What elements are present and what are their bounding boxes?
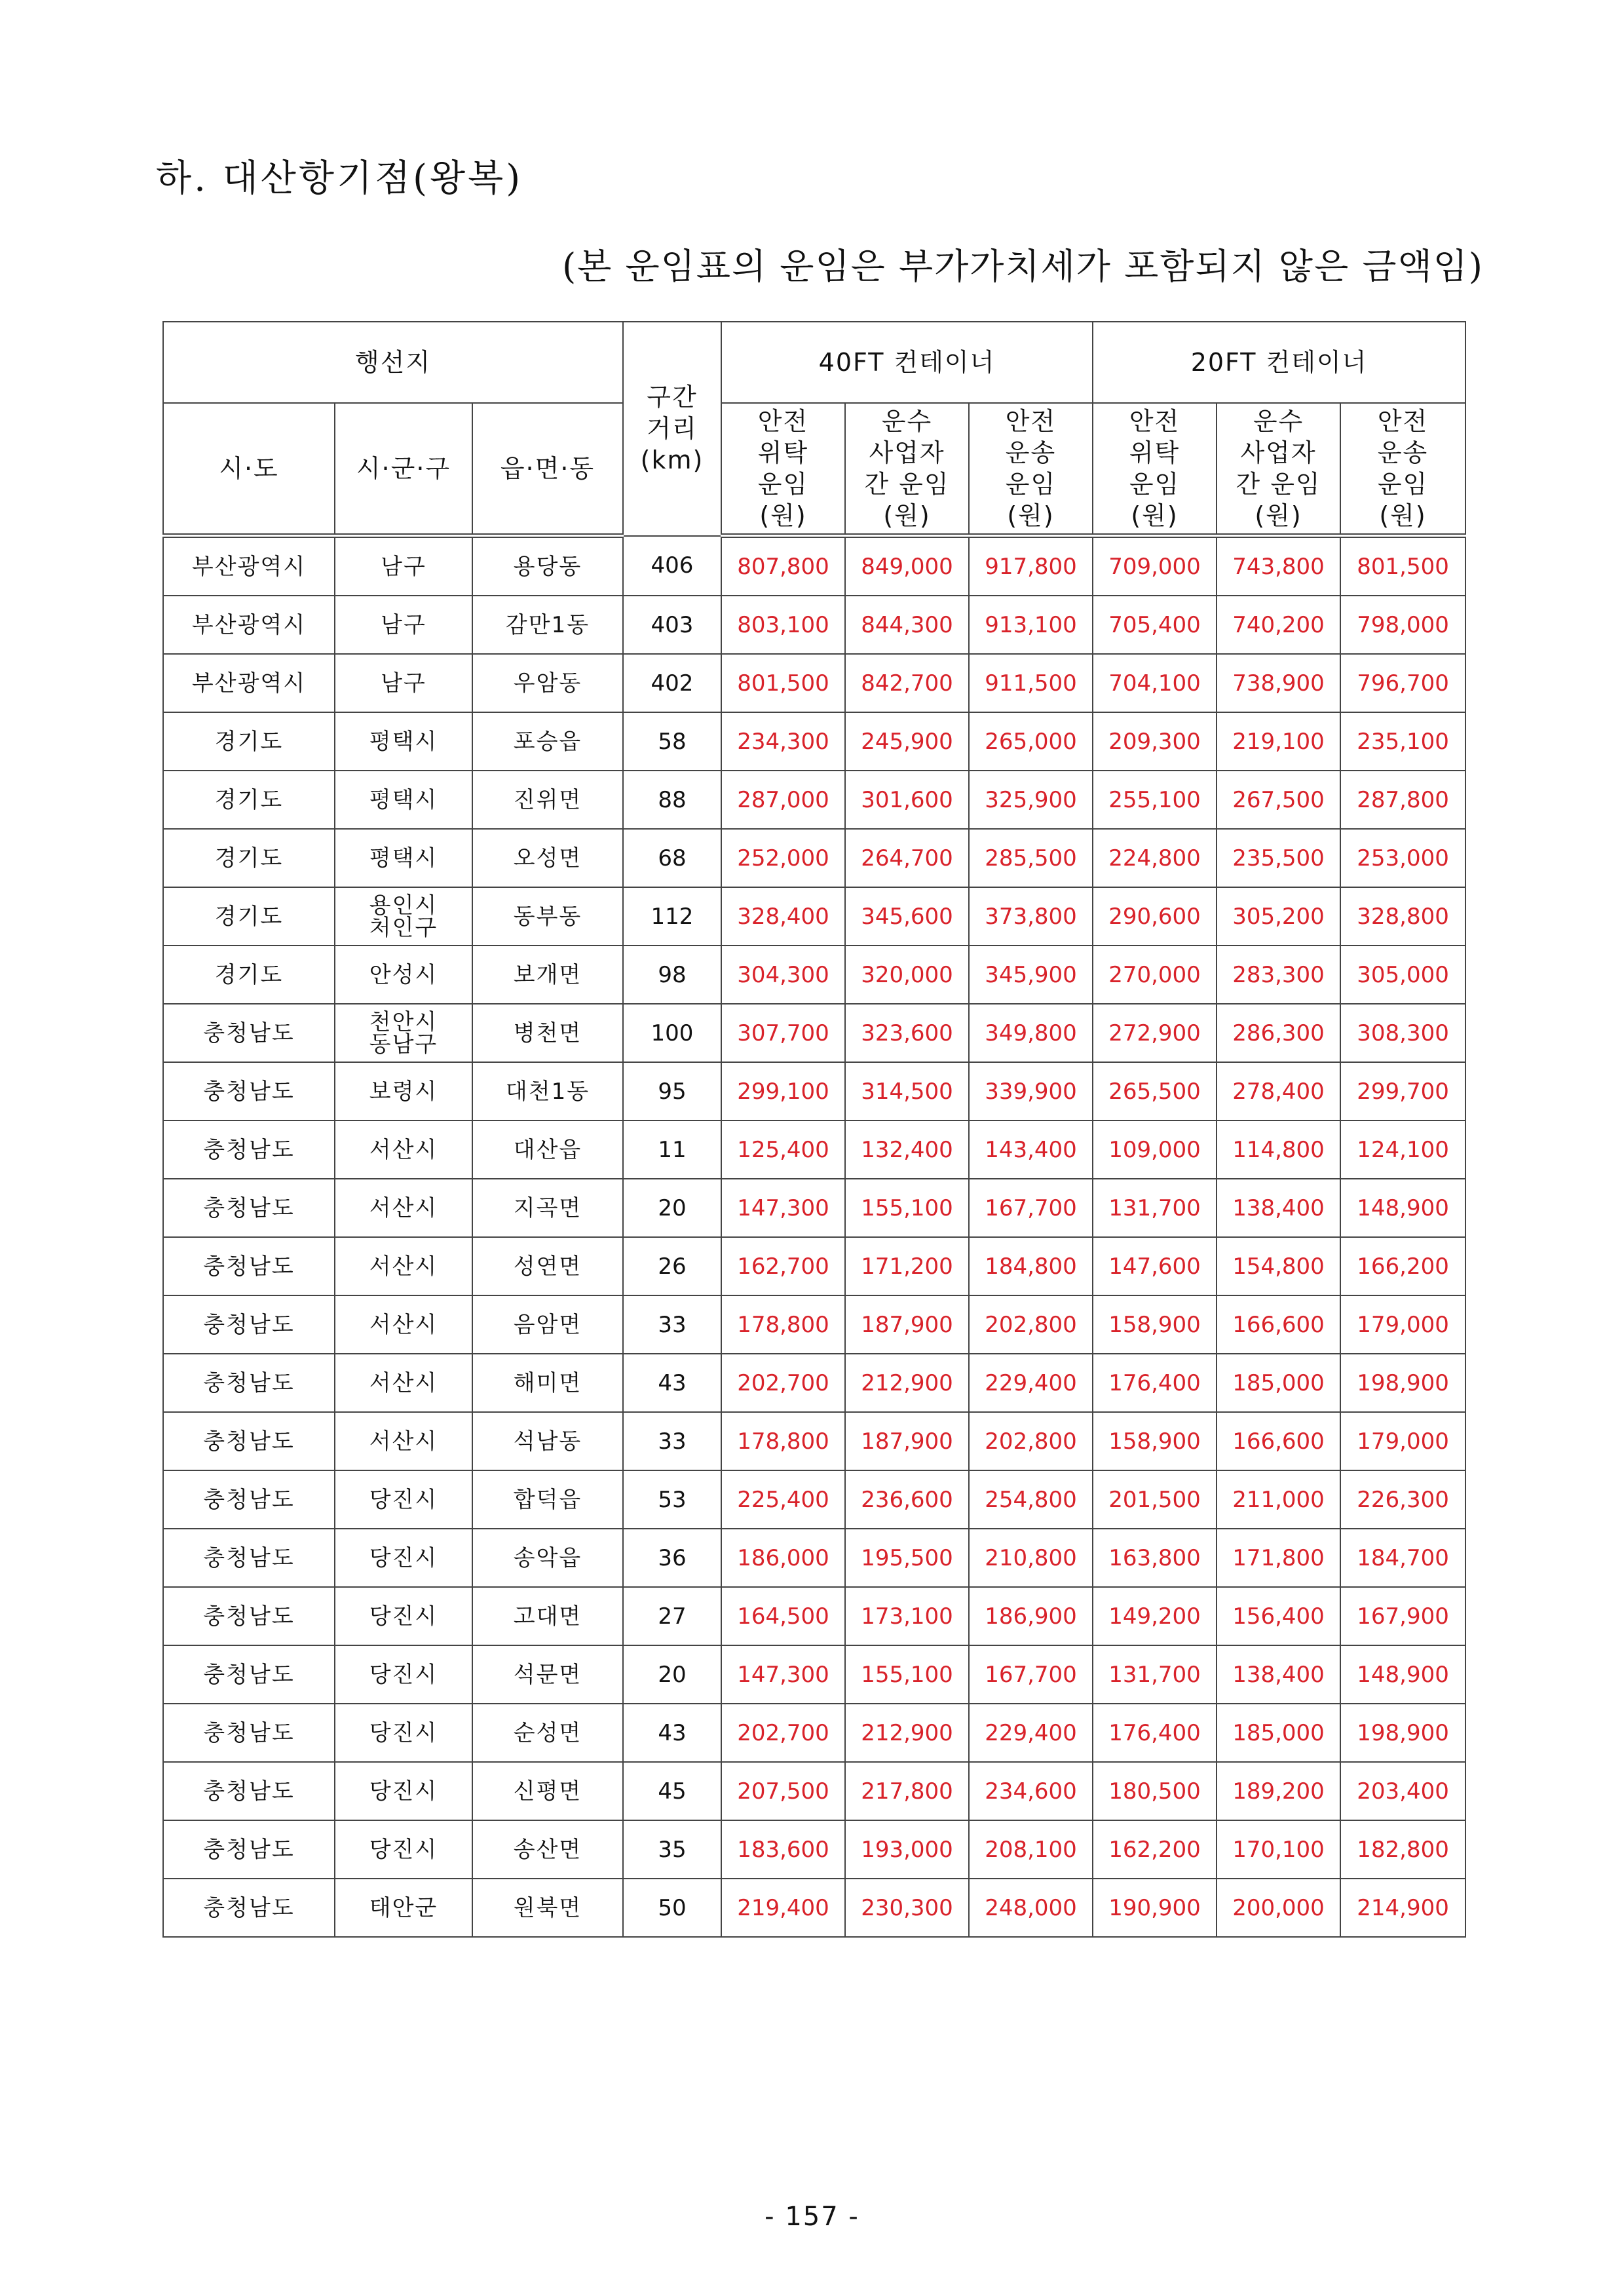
cell-sido: 충청남도: [163, 1412, 335, 1470]
cell-distance: 50: [623, 1879, 721, 1937]
cell-sigungu: 남구: [335, 596, 472, 654]
cell-20ft-carrier: 185,000: [1217, 1354, 1340, 1412]
cell-distance: 43: [623, 1354, 721, 1412]
table-row: [163, 1762, 1465, 1820]
cell-20ft-carrier: 185,000: [1217, 1704, 1340, 1762]
cell-sido: 충청남도: [163, 1587, 335, 1645]
cell-eupmyeondong: 원북면: [472, 1879, 623, 1937]
cell-distance: 98: [623, 946, 721, 1004]
cell-distance: 33: [623, 1412, 721, 1470]
cell-20ft-safe-transport: 287,800: [1340, 771, 1465, 829]
cell-20ft-carrier: 219,100: [1217, 712, 1340, 771]
cell-sido: 경기도: [163, 829, 335, 887]
cell-40ft-safe-consign: 803,100: [721, 596, 845, 654]
cell-distance: 33: [623, 1295, 721, 1354]
cell-20ft-carrier: 138,400: [1217, 1179, 1340, 1237]
cell-distance: 45: [623, 1762, 721, 1820]
cell-40ft-safe-transport: 373,800: [969, 887, 1093, 946]
cell-40ft-safe-consign: 287,000: [721, 771, 845, 829]
page-number: - 157 -: [765, 2202, 859, 2232]
table-row: [163, 1820, 1465, 1879]
cell-distance: 68: [623, 829, 721, 887]
cell-20ft-safe-consign: 255,100: [1093, 771, 1217, 829]
cell-20ft-safe-transport: 182,800: [1340, 1820, 1465, 1879]
cell-40ft-carrier: 320,000: [845, 946, 969, 1004]
cell-40ft-safe-consign: 147,300: [721, 1179, 845, 1237]
cell-40ft-safe-transport: 325,900: [969, 771, 1093, 829]
cell-sido: 경기도: [163, 771, 335, 829]
cell-40ft-safe-consign: 328,400: [721, 887, 845, 946]
cell-40ft-carrier: 236,600: [845, 1470, 969, 1529]
cell-40ft-safe-transport: 248,000: [969, 1879, 1093, 1937]
cell-20ft-safe-consign: 149,200: [1093, 1587, 1217, 1645]
cell-distance: 58: [623, 712, 721, 771]
cell-40ft-carrier: 323,600: [845, 1004, 969, 1062]
cell-40ft-carrier: 212,900: [845, 1704, 969, 1762]
table-row: [163, 536, 1465, 596]
cell-20ft-safe-transport: 801,500: [1340, 536, 1465, 596]
cell-40ft-safe-transport: 208,100: [969, 1820, 1093, 1879]
header-sido: 시·도: [163, 403, 335, 536]
cell-20ft-safe-transport: 167,900: [1340, 1587, 1465, 1645]
cell-eupmyeondong: 진위면: [472, 771, 623, 829]
cell-sigungu: 당진시: [335, 1470, 472, 1529]
cell-sido: 충청남도: [163, 1179, 335, 1237]
cell-distance: 402: [623, 654, 721, 712]
cell-20ft-safe-transport: 124,100: [1340, 1120, 1465, 1179]
cell-sigungu: 태안군: [335, 1879, 472, 1937]
cell-sido: 경기도: [163, 712, 335, 771]
table-row: [163, 946, 1465, 1004]
cell-eupmyeondong: 보개면: [472, 946, 623, 1004]
cell-sigungu: 서산시: [335, 1237, 472, 1295]
cell-sigungu: 당진시: [335, 1762, 472, 1820]
cell-20ft-carrier: 738,900: [1217, 654, 1340, 712]
cell-20ft-safe-consign: 176,400: [1093, 1704, 1217, 1762]
cell-20ft-safe-transport: 179,000: [1340, 1295, 1465, 1354]
cell-sido: 충청남도: [163, 1820, 335, 1879]
cell-40ft-safe-transport: 345,900: [969, 946, 1093, 1004]
section-heading: 하. 대산항기점(왕복): [156, 157, 523, 200]
cell-eupmyeondong: 성연면: [472, 1237, 623, 1295]
cell-sigungu: 서산시: [335, 1354, 472, 1412]
cell-20ft-safe-consign: 190,900: [1093, 1879, 1217, 1937]
cell-20ft-carrier: 114,800: [1217, 1120, 1340, 1179]
cell-sido: 충청남도: [163, 1704, 335, 1762]
cell-distance: 20: [623, 1645, 721, 1704]
cell-distance: 20: [623, 1179, 721, 1237]
cell-eupmyeondong: 감만1동: [472, 596, 623, 654]
cell-20ft-safe-consign: 176,400: [1093, 1354, 1217, 1412]
cell-20ft-safe-consign: 131,700: [1093, 1179, 1217, 1237]
cell-40ft-safe-consign: 234,300: [721, 712, 845, 771]
cell-20ft-carrier: 305,200: [1217, 887, 1340, 946]
cell-20ft-safe-transport: 166,200: [1340, 1237, 1465, 1295]
cell-distance: 53: [623, 1470, 721, 1529]
cell-20ft-safe-transport: 148,900: [1340, 1179, 1465, 1237]
cell-40ft-safe-consign: 178,800: [721, 1295, 845, 1354]
header-20ft-safe-consign: 안전 위탁 운임 (원): [1093, 403, 1217, 536]
table-row: [163, 1354, 1465, 1412]
cell-20ft-carrier: 267,500: [1217, 771, 1340, 829]
cell-20ft-safe-transport: 235,100: [1340, 712, 1465, 771]
cell-eupmyeondong: 해미면: [472, 1354, 623, 1412]
header-40ft-safe-transport: 안전 운송 운임 (원): [969, 403, 1093, 536]
cell-40ft-safe-transport: 285,500: [969, 829, 1093, 887]
cell-eupmyeondong: 합덕읍: [472, 1470, 623, 1529]
table-row: [163, 1879, 1465, 1937]
cell-40ft-safe-consign: 186,000: [721, 1529, 845, 1587]
cell-40ft-safe-consign: 164,500: [721, 1587, 845, 1645]
cell-40ft-safe-consign: 304,300: [721, 946, 845, 1004]
cell-40ft-safe-consign: 225,400: [721, 1470, 845, 1529]
cell-40ft-safe-consign: 207,500: [721, 1762, 845, 1820]
cell-20ft-safe-consign: 209,300: [1093, 712, 1217, 771]
cell-eupmyeondong: 포승읍: [472, 712, 623, 771]
cell-sigungu: 당진시: [335, 1820, 472, 1879]
cell-eupmyeondong: 동부동: [472, 887, 623, 946]
cell-40ft-safe-transport: 234,600: [969, 1762, 1093, 1820]
cell-40ft-safe-transport: 265,000: [969, 712, 1093, 771]
table-row: [163, 887, 1465, 946]
cell-sigungu: 당진시: [335, 1587, 472, 1645]
cell-20ft-carrier: 166,600: [1217, 1412, 1340, 1470]
cell-sigungu: 당진시: [335, 1645, 472, 1704]
cell-40ft-carrier: 842,700: [845, 654, 969, 712]
cell-40ft-safe-transport: 229,400: [969, 1354, 1093, 1412]
cell-40ft-carrier: 264,700: [845, 829, 969, 887]
table-row: [163, 829, 1465, 887]
cell-20ft-carrier: 166,600: [1217, 1295, 1340, 1354]
cell-40ft-safe-consign: 252,000: [721, 829, 845, 887]
table-row: [163, 1179, 1465, 1237]
cell-eupmyeondong: 오성면: [472, 829, 623, 887]
cell-eupmyeondong: 석남동: [472, 1412, 623, 1470]
cell-40ft-safe-consign: 183,600: [721, 1820, 845, 1879]
cell-40ft-safe-consign: 147,300: [721, 1645, 845, 1704]
cell-20ft-carrier: 138,400: [1217, 1645, 1340, 1704]
cell-sigungu: 서산시: [335, 1412, 472, 1470]
cell-40ft-safe-consign: 299,100: [721, 1062, 845, 1120]
cell-eupmyeondong: 순성면: [472, 1704, 623, 1762]
cell-eupmyeondong: 지곡면: [472, 1179, 623, 1237]
cell-20ft-carrier: 156,400: [1217, 1587, 1340, 1645]
cell-sido: 충청남도: [163, 1529, 335, 1587]
cell-sigungu: 평택시: [335, 771, 472, 829]
cell-20ft-safe-transport: 328,800: [1340, 887, 1465, 946]
cell-20ft-safe-consign: 147,600: [1093, 1237, 1217, 1295]
cell-distance: 26: [623, 1237, 721, 1295]
cell-20ft-carrier: 189,200: [1217, 1762, 1340, 1820]
cell-sido: 부산광역시: [163, 536, 335, 596]
cell-20ft-safe-transport: 203,400: [1340, 1762, 1465, 1820]
header-40ft-carrier: 운수 사업자 간 운임 (원): [845, 403, 969, 536]
table-row: [163, 1470, 1465, 1529]
cell-sido: 부산광역시: [163, 654, 335, 712]
cell-20ft-safe-consign: 201,500: [1093, 1470, 1217, 1529]
cell-20ft-carrier: 743,800: [1217, 536, 1340, 596]
cell-40ft-carrier: 195,500: [845, 1529, 969, 1587]
cell-distance: 100: [623, 1004, 721, 1062]
cell-40ft-carrier: 849,000: [845, 536, 969, 596]
cell-sigungu: 평택시: [335, 712, 472, 771]
header-20ft-carrier: 운수 사업자 간 운임 (원): [1217, 403, 1340, 536]
cell-40ft-safe-transport: 184,800: [969, 1237, 1093, 1295]
cell-20ft-carrier: 170,100: [1217, 1820, 1340, 1879]
rate-table-body: [163, 536, 1465, 1938]
cell-40ft-safe-consign: 162,700: [721, 1237, 845, 1295]
table-row: [163, 654, 1465, 712]
cell-20ft-safe-consign: 290,600: [1093, 887, 1217, 946]
cell-sigungu: 남구: [335, 536, 472, 596]
cell-sigungu: 서산시: [335, 1295, 472, 1354]
cell-40ft-safe-transport: 202,800: [969, 1295, 1093, 1354]
cell-20ft-safe-transport: 148,900: [1340, 1645, 1465, 1704]
cell-40ft-safe-consign: 202,700: [721, 1354, 845, 1412]
cell-sigungu: 서산시: [335, 1179, 472, 1237]
cell-40ft-safe-transport: 913,100: [969, 596, 1093, 654]
cell-20ft-safe-transport: 226,300: [1340, 1470, 1465, 1529]
cell-20ft-safe-consign: 163,800: [1093, 1529, 1217, 1587]
cell-sido: 충청남도: [163, 1295, 335, 1354]
cell-sido: 충청남도: [163, 1062, 335, 1120]
cell-20ft-safe-consign: 705,400: [1093, 596, 1217, 654]
cell-20ft-carrier: 740,200: [1217, 596, 1340, 654]
cell-40ft-safe-transport: 167,700: [969, 1645, 1093, 1704]
cell-40ft-carrier: 314,500: [845, 1062, 969, 1120]
cell-40ft-safe-transport: 202,800: [969, 1412, 1093, 1470]
cell-distance: 112: [623, 887, 721, 946]
cell-distance: 27: [623, 1587, 721, 1645]
cell-40ft-safe-transport: 254,800: [969, 1470, 1093, 1529]
cell-40ft-safe-transport: 349,800: [969, 1004, 1093, 1062]
cell-40ft-safe-transport: 917,800: [969, 536, 1093, 596]
cell-sigungu: 보령시: [335, 1062, 472, 1120]
cell-distance: 406: [623, 536, 721, 596]
cell-40ft-carrier: 245,900: [845, 712, 969, 771]
cell-20ft-safe-transport: 299,700: [1340, 1062, 1465, 1120]
cell-40ft-safe-consign: 125,400: [721, 1120, 845, 1179]
cell-40ft-carrier: 212,900: [845, 1354, 969, 1412]
cell-40ft-safe-transport: 911,500: [969, 654, 1093, 712]
cell-40ft-carrier: 193,000: [845, 1820, 969, 1879]
cell-sido: 충청남도: [163, 1237, 335, 1295]
cell-40ft-safe-consign: 178,800: [721, 1412, 845, 1470]
cell-40ft-safe-transport: 186,900: [969, 1587, 1093, 1645]
table-row: [163, 1120, 1465, 1179]
cell-distance: 36: [623, 1529, 721, 1587]
cell-40ft-carrier: 155,100: [845, 1179, 969, 1237]
cell-sido: 부산광역시: [163, 596, 335, 654]
cell-distance: 11: [623, 1120, 721, 1179]
table-row: [163, 1529, 1465, 1587]
cell-20ft-safe-transport: 798,000: [1340, 596, 1465, 654]
cell-distance: 43: [623, 1704, 721, 1762]
cell-40ft-safe-consign: 801,500: [721, 654, 845, 712]
table-row: [163, 596, 1465, 654]
table-row: [163, 1412, 1465, 1470]
header-distance: 구간 거리 (km): [623, 322, 721, 536]
header-destination: 행선지: [163, 322, 623, 403]
cell-sido: 충청남도: [163, 1470, 335, 1529]
header-20ft-safe-transport: 안전 운송 운임 (원): [1340, 403, 1465, 536]
table-row: [163, 1237, 1465, 1295]
header-40ft-safe-consign: 안전 위탁 운임 (원): [721, 403, 845, 536]
cell-sigungu: 안성시: [335, 946, 472, 1004]
cell-20ft-safe-consign: 265,500: [1093, 1062, 1217, 1120]
table-row: [163, 712, 1465, 771]
cell-20ft-safe-consign: 224,800: [1093, 829, 1217, 887]
cell-sigungu: 평택시: [335, 829, 472, 887]
cell-20ft-safe-transport: 305,000: [1340, 946, 1465, 1004]
cell-sido: 충청남도: [163, 1004, 335, 1062]
cell-40ft-safe-consign: 807,800: [721, 536, 845, 596]
cell-20ft-safe-consign: 272,900: [1093, 1004, 1217, 1062]
cell-sigungu: 당진시: [335, 1704, 472, 1762]
table-row: [163, 1062, 1465, 1120]
cell-40ft-safe-transport: 143,400: [969, 1120, 1093, 1179]
header-eupmyeondong: 읍·면·동: [472, 403, 623, 536]
cell-distance: 88: [623, 771, 721, 829]
cell-40ft-carrier: 155,100: [845, 1645, 969, 1704]
cell-distance: 35: [623, 1820, 721, 1879]
cell-20ft-carrier: 286,300: [1217, 1004, 1340, 1062]
cell-40ft-carrier: 187,900: [845, 1412, 969, 1470]
cell-40ft-carrier: 173,100: [845, 1587, 969, 1645]
cell-eupmyeondong: 고대면: [472, 1587, 623, 1645]
cell-20ft-carrier: 200,000: [1217, 1879, 1340, 1937]
cell-40ft-carrier: 132,400: [845, 1120, 969, 1179]
cell-20ft-carrier: 171,800: [1217, 1529, 1340, 1587]
cell-40ft-safe-consign: 202,700: [721, 1704, 845, 1762]
table-row: [163, 1704, 1465, 1762]
cell-sido: 충청남도: [163, 1762, 335, 1820]
cell-40ft-safe-transport: 229,400: [969, 1704, 1093, 1762]
cell-eupmyeondong: 병천면: [472, 1004, 623, 1062]
cell-20ft-safe-consign: 162,200: [1093, 1820, 1217, 1879]
cell-20ft-safe-consign: 704,100: [1093, 654, 1217, 712]
header-20ft: 20FT 컨테이너: [1093, 322, 1465, 403]
cell-20ft-safe-transport: 796,700: [1340, 654, 1465, 712]
cell-40ft-carrier: 345,600: [845, 887, 969, 946]
table-row: [163, 1645, 1465, 1704]
cell-40ft-safe-transport: 339,900: [969, 1062, 1093, 1120]
table-row: [163, 1004, 1465, 1062]
cell-distance: 403: [623, 596, 721, 654]
cell-40ft-safe-transport: 167,700: [969, 1179, 1093, 1237]
table-row: [163, 1295, 1465, 1354]
cell-sido: 충청남도: [163, 1354, 335, 1412]
table-row: [163, 1587, 1465, 1645]
header-40ft: 40FT 컨테이너: [721, 322, 1093, 403]
cell-eupmyeondong: 대천1동: [472, 1062, 623, 1120]
cell-eupmyeondong: 석문면: [472, 1645, 623, 1704]
cell-20ft-safe-consign: 109,000: [1093, 1120, 1217, 1179]
cell-sido: 경기도: [163, 887, 335, 946]
cell-20ft-safe-consign: 158,900: [1093, 1295, 1217, 1354]
vat-note: (본 운임표의 운임은 부가가치세가 포함되지 않은 금액임): [562, 246, 1484, 287]
cell-sigungu: 서산시: [335, 1120, 472, 1179]
table-row: [163, 771, 1465, 829]
cell-20ft-safe-transport: 253,000: [1340, 829, 1465, 887]
cell-20ft-safe-consign: 270,000: [1093, 946, 1217, 1004]
cell-distance: 95: [623, 1062, 721, 1120]
cell-40ft-carrier: 230,300: [845, 1879, 969, 1937]
cell-20ft-safe-consign: 131,700: [1093, 1645, 1217, 1704]
cell-eupmyeondong: 용당동: [472, 536, 623, 596]
cell-eupmyeondong: 송산면: [472, 1820, 623, 1879]
cell-20ft-safe-transport: 198,900: [1340, 1704, 1465, 1762]
header-sigungu: 시·군·구: [335, 403, 472, 536]
cell-40ft-carrier: 171,200: [845, 1237, 969, 1295]
cell-20ft-carrier: 278,400: [1217, 1062, 1340, 1120]
cell-40ft-safe-consign: 219,400: [721, 1879, 845, 1937]
cell-sido: 충청남도: [163, 1645, 335, 1704]
cell-sigungu: 당진시: [335, 1529, 472, 1587]
cell-20ft-carrier: 235,500: [1217, 829, 1340, 887]
cell-20ft-carrier: 283,300: [1217, 946, 1340, 1004]
cell-20ft-safe-transport: 184,700: [1340, 1529, 1465, 1587]
cell-40ft-carrier: 844,300: [845, 596, 969, 654]
cell-sido: 충청남도: [163, 1120, 335, 1179]
cell-40ft-carrier: 217,800: [845, 1762, 969, 1820]
cell-sido: 경기도: [163, 946, 335, 1004]
cell-eupmyeondong: 음암면: [472, 1295, 623, 1354]
cell-40ft-carrier: 187,900: [845, 1295, 969, 1354]
cell-20ft-safe-consign: 158,900: [1093, 1412, 1217, 1470]
cell-20ft-safe-transport: 214,900: [1340, 1879, 1465, 1937]
cell-40ft-carrier: 301,600: [845, 771, 969, 829]
cell-sigungu: 남구: [335, 654, 472, 712]
cell-20ft-safe-consign: 180,500: [1093, 1762, 1217, 1820]
cell-20ft-safe-transport: 198,900: [1340, 1354, 1465, 1412]
cell-eupmyeondong: 송악읍: [472, 1529, 623, 1587]
cell-20ft-safe-transport: 308,300: [1340, 1004, 1465, 1062]
cell-eupmyeondong: 신평면: [472, 1762, 623, 1820]
cell-20ft-safe-consign: 709,000: [1093, 536, 1217, 596]
cell-eupmyeondong: 대산읍: [472, 1120, 623, 1179]
cell-20ft-carrier: 154,800: [1217, 1237, 1340, 1295]
cell-sigungu: 천안시 동남구: [335, 1004, 472, 1062]
cell-40ft-safe-transport: 210,800: [969, 1529, 1093, 1587]
cell-20ft-safe-transport: 179,000: [1340, 1412, 1465, 1470]
cell-sido: 충청남도: [163, 1879, 335, 1937]
freight-rate-table: [162, 321, 1466, 1938]
cell-eupmyeondong: 우암동: [472, 654, 623, 712]
cell-sigungu: 용인시 처인구: [335, 887, 472, 946]
cell-40ft-safe-consign: 307,700: [721, 1004, 845, 1062]
cell-20ft-carrier: 211,000: [1217, 1470, 1340, 1529]
